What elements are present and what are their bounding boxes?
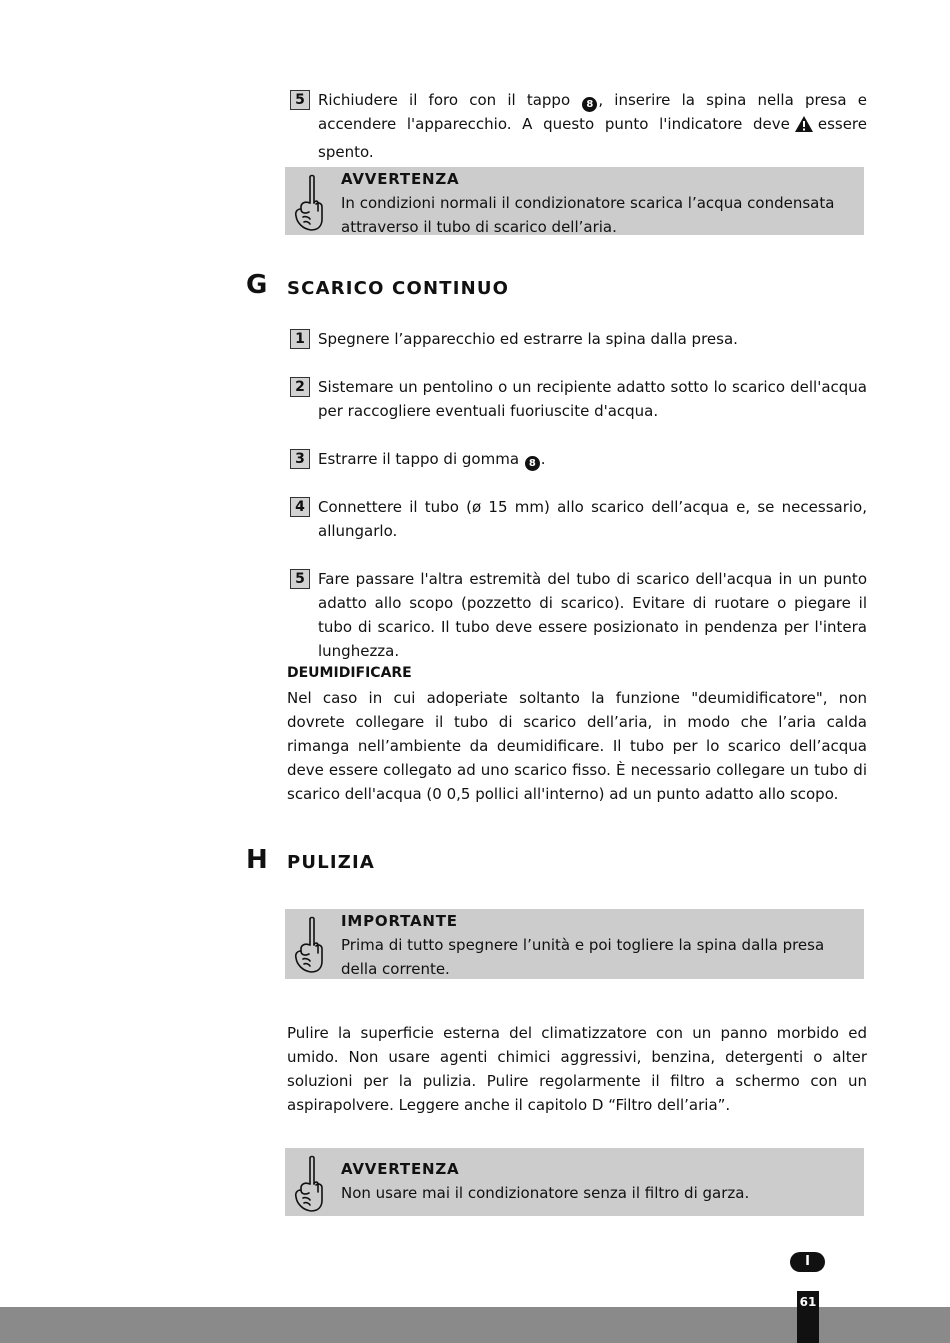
- part-ref-badge: 8: [582, 97, 597, 112]
- note-title: IMPORTANTE: [341, 912, 458, 930]
- paragraph: Pulire la superficie esterna del climatizzatore con un panno morbido ed umido. Non usare agenti chimici aggressivi, benzina, detergenti o alter soluzioni per la pulizia. Pulire regolarmente il filtro a schermo con un aspirapolvere. Leggere anche il capitolo D “Filtro dell’aria”.: [287, 1024, 867, 1114]
- section-letter: G: [246, 270, 268, 300]
- step-text-part: Richiudere il foro con il tappo: [318, 91, 571, 109]
- step-text-part: , inserire la spina nella presa e accendere l'apparecchio. A questo punto l'indicatore deve: [318, 91, 867, 133]
- step-number: 2: [290, 377, 310, 397]
- step-text-part: essere spento.: [318, 115, 867, 161]
- warning-note: [285, 167, 864, 235]
- step-text: [318, 88, 867, 164]
- section-title: PULIZIA: [287, 852, 376, 873]
- step-item: [290, 327, 867, 351]
- pointing-hand-icon: [291, 173, 325, 237]
- step-number: 1: [290, 329, 310, 349]
- step-text-part: Estrarre il tappo di gomma: [318, 450, 520, 468]
- page-number: 61: [797, 1291, 819, 1343]
- step-item: [290, 88, 867, 164]
- step-text: [318, 447, 867, 471]
- note-body: In condizioni normali il condizionatore scarica l’acqua condensata attraverso il tubo di scarico dell’aria.: [341, 194, 835, 236]
- important-note: [285, 909, 864, 979]
- section-title: SCARICO CONTINUO: [287, 278, 510, 299]
- pointing-hand-icon: [291, 915, 325, 979]
- step-text-part: .: [540, 450, 546, 468]
- step-number: 5: [290, 90, 310, 110]
- step-item: [290, 495, 867, 543]
- note-title: AVVERTENZA: [341, 170, 460, 188]
- step-text: Spegnere l’apparecchio ed estrarre la spina dalla presa.: [318, 330, 738, 348]
- step-text: Sistemare un pentolino o un recipiente adatto sotto lo scarico dell'acqua per raccogliere eventuali fuoriuscite d'acqua.: [318, 378, 867, 420]
- note-body: Non usare mai il condizionatore senza il filtro di garza.: [341, 1184, 750, 1202]
- step-text: Fare passare l'altra estremità del tubo di scarico dell'acqua in un punto adatto allo scopo (pozzetto di scarico). Evitare di ruotare o piegare il tubo di scarico. Il tubo deve essere posizionato in pendenza per l'intera lunghezza.: [318, 570, 867, 660]
- step-number: 4: [290, 497, 310, 517]
- sub-heading: DEUMIDIFICARE: [287, 665, 412, 681]
- part-ref-badge: 8: [525, 456, 540, 471]
- pointing-hand-icon: [291, 1154, 325, 1218]
- section-letter: H: [246, 845, 268, 875]
- step-item: [290, 567, 867, 663]
- note-body: Prima di tutto spegnere l’unità e poi togliere la spina dalla presa della corrente.: [341, 936, 825, 978]
- step-number: 3: [290, 449, 310, 469]
- step-text: Connettere il tubo (ø 15 mm) allo scarico dell’acqua e, se necessario, allungarlo.: [318, 498, 867, 540]
- warning-triangle-icon: [794, 115, 814, 140]
- note-title: AVVERTENZA: [341, 1160, 460, 1178]
- step-item: [290, 447, 867, 471]
- language-badge: I: [790, 1252, 825, 1272]
- warning-note: [285, 1148, 864, 1216]
- step-number: 5: [290, 569, 310, 589]
- step-item: [290, 375, 867, 423]
- paragraph: Nel caso in cui adoperiate soltanto la funzione "deumidificatore", non dovrete collegare il tubo di scarico dell’aria, in modo che l’aria calda rimanga nell’ambiente da deumidificare. Il tubo per lo scarico dell’acqua deve essere collegato ad uno scarico fisso. È necessario collegare un tubo di scarico dell'acqua (0 0,5 pollici all'interno) ad un punto adatto allo scopo.: [287, 689, 867, 803]
